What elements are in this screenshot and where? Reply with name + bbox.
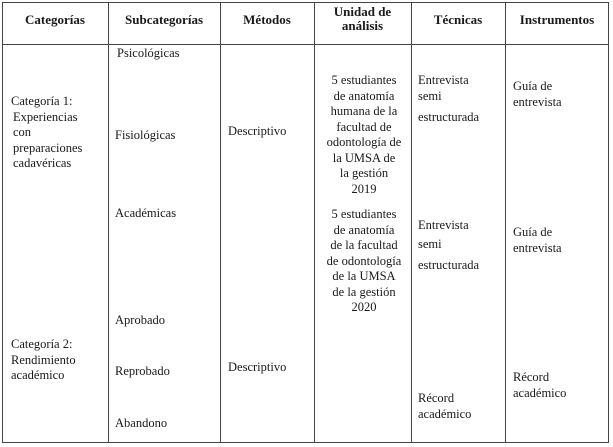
sub-academicas: Académicas [115,206,177,220]
unidad-2 [318,207,410,316]
unidad-1-line: facultad de [336,119,392,134]
col-divider-1 [108,2,109,443]
unidad-1 [318,73,410,197]
categoria-1-line: preparaciones [13,140,83,155]
header-unidad-line2: análisis [341,18,384,33]
metodo-2: Descriptivo [228,360,287,374]
unidad-1-line: de anatomía [333,88,395,103]
instrumento-1-line: Guía de [513,79,553,93]
instrumento-2 [513,225,562,256]
instrumento-2-line: entrevista [513,240,562,255]
tecnica-1-line: Entrevista [418,73,469,87]
header-unidad-line1: Unidad de [333,4,392,19]
unidad-2-line: de odontología [326,253,402,268]
categoria-2-line: Rendimiento [11,352,76,367]
tecnica-3-line: académico [418,406,472,421]
unidad-2-line: de la facultad [330,238,398,252]
instrumento-3-line: Récord [513,370,550,384]
unidad-2-line: de anatomía [333,222,395,237]
categoria-1 [11,94,82,172]
sub-reprobado: Reprobado [115,364,170,378]
tecnica-3-line: Récord [418,391,455,405]
sub-psicologicas: Psicológicas [117,46,180,60]
categoria-2-line: académico [11,368,65,382]
tecnica-1-line: estructurada [418,110,480,124]
col-divider-5 [505,2,506,443]
header-unidad [314,5,411,33]
col-divider-3 [314,2,315,443]
tecnica-2-line: estructurada [418,258,480,272]
col-divider-4 [411,2,412,443]
unidad-1-line: humana de la [330,104,398,118]
metodo-1: Descriptivo [228,124,287,138]
unidad-2-line: de la gestión [332,284,396,299]
tecnica-2-line: semi [418,236,442,251]
unidad-2-line: de la UMSA [332,269,396,283]
unidad-1-line: la UMSA de [332,150,396,165]
header-tecnicas: Técnicas [433,12,483,27]
categoria-1-line: con [13,125,32,139]
header-categorias: Categorías [25,12,85,27]
instrumento-3-line: académico [513,385,567,400]
header-instrumentos: Instrumentos [519,12,595,27]
tecnica-1-line: semi [418,88,442,103]
unidad-1-line: odontología de [326,135,402,149]
instrumento-2-line: Guía de [513,225,553,239]
categoria-2-line: Categoría 2: [11,337,73,351]
tecnica-3 [418,391,471,422]
instrumento-1 [513,79,562,110]
categoria-1-line: Experiencias [13,109,78,124]
instrumento-1-line: entrevista [513,94,562,109]
unidad-2-line: 5 estudiantes [331,207,397,221]
header-subcategorias: Subcategorías [125,12,203,27]
header-metodos: Métodos [243,12,291,27]
unidad-1-line: la gestión [339,166,389,180]
tecnica-2-line: Entrevista [418,218,469,232]
categoria-2 [11,337,76,384]
unidad-1-line: 5 estudiantes [331,73,397,87]
header-divider [2,44,609,45]
tecnica-2 [418,218,479,274]
sub-abandono: Abandono [115,416,168,430]
col-divider-2 [220,2,221,443]
tecnica-1 [418,73,479,126]
instrumento-3 [513,370,566,401]
unidad-1-line: 2019 [351,181,377,196]
sub-aprobado: Aprobado [115,313,165,327]
categoria-1-line: cadavéricas [13,156,72,170]
categoria-1-line: Categoría 1: [11,94,73,108]
sub-fisiologicas: Fisiológicas [115,128,176,142]
unidad-2-line: 2020 [351,300,377,314]
